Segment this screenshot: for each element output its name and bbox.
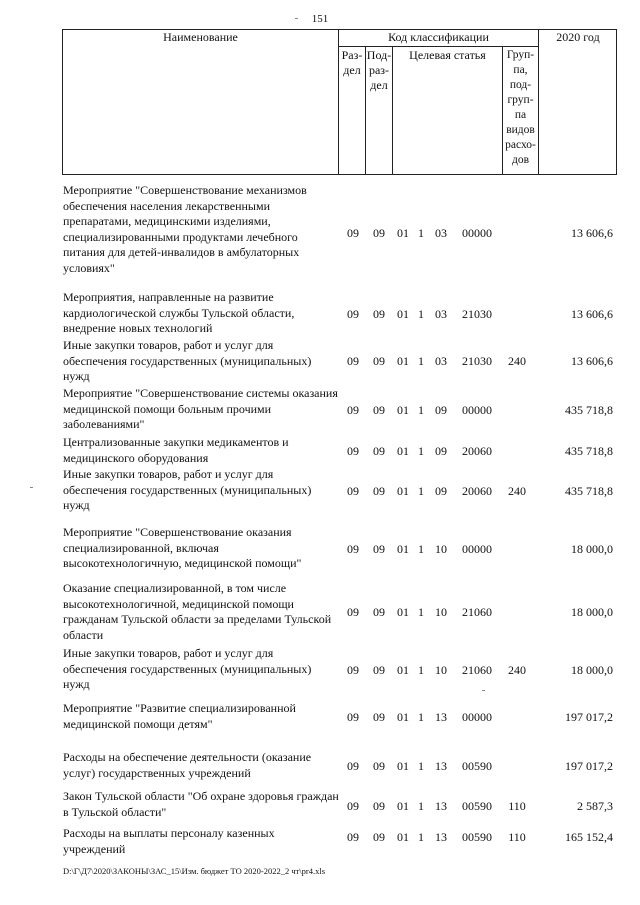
code-r: 09 (347, 663, 359, 677)
code-r: 09 (347, 226, 359, 240)
row-amount: 435 718,8 (565, 403, 613, 417)
code-r: 09 (347, 307, 359, 321)
code-t1: 01 (397, 354, 409, 368)
code-t4: 21030 (462, 307, 492, 321)
code-t1: 01 (397, 830, 409, 844)
file-path-footer: D:\Г\Д7\2020\ЗАКОНЫ\ЗАС_15\Изм. бюджет ТО 2020-2022_2 чт\pr4.xls (63, 866, 326, 876)
code-t3: 13 (435, 759, 447, 773)
code-g: 240 (508, 484, 526, 498)
code-t4: 00000 (462, 226, 492, 240)
header-group: Груп- па, под- груп- па видов расхо- дов (503, 47, 539, 175)
code-t4: 21060 (462, 663, 492, 677)
code-t1: 01 (397, 226, 409, 240)
row-name: Мероприятие "Развитие специализированной медицинской помощи детям" (63, 701, 296, 731)
code-r: 09 (347, 403, 359, 417)
row-amount: 435 718,8 (565, 444, 613, 458)
code-t3: 09 (435, 444, 447, 458)
row-name: Мероприятие "Совершенствование оказания специализированной, включая высокотехнологичную, медицинской помощи" (63, 525, 302, 570)
code-t3: 13 (435, 710, 447, 724)
code-t4: 00000 (462, 710, 492, 724)
code-t1: 01 (397, 542, 409, 556)
code-p: 09 (373, 403, 385, 417)
row-name: Иные закупки товаров, работ и услуг для обеспечения государственных (муниципальных) нужд (63, 338, 312, 383)
code-t4: 00590 (462, 799, 492, 813)
code-g: 110 (508, 799, 526, 813)
code-t2: 1 (418, 444, 424, 458)
row-amount: 13 606,6 (571, 307, 613, 321)
code-p: 09 (373, 542, 385, 556)
header-subsection: Под- раз- дел (366, 47, 393, 175)
code-t3: 09 (435, 403, 447, 417)
row-amount: 165 152,4 (565, 830, 613, 844)
code-t1: 01 (397, 759, 409, 773)
code-g: 110 (508, 830, 526, 844)
code-r: 09 (347, 830, 359, 844)
row-amount: 18 000,0 (571, 663, 613, 677)
row-name: Иные закупки товаров, работ и услуг для обеспечения государственных (муниципальных) нужд (63, 467, 312, 512)
row-amount: 13 606,6 (571, 354, 613, 368)
code-t2: 1 (418, 605, 424, 619)
scan-speck (30, 487, 33, 488)
code-t1: 01 (397, 710, 409, 724)
code-g: 240 (508, 663, 526, 677)
row-name: Иные закупки товаров, работ и услуг для обеспечения государственных (муниципальных) нужд (63, 646, 312, 691)
header-name: Наименование (63, 30, 339, 175)
code-t3: 13 (435, 830, 447, 844)
code-t2: 1 (418, 759, 424, 773)
code-r: 09 (347, 799, 359, 813)
code-t2: 1 (418, 354, 424, 368)
code-p: 09 (373, 484, 385, 498)
row-amount: 197 017,2 (565, 710, 613, 724)
header-target: Целевая статья (393, 47, 503, 175)
row-name: Мероприятие "Совершенствование системы оказания медицинской помощи больным прочими заболеваниями" (63, 386, 338, 431)
code-t1: 01 (397, 484, 409, 498)
code-t3: 03 (435, 307, 447, 321)
code-t4: 00000 (462, 542, 492, 556)
row-amount: 435 718,8 (565, 484, 613, 498)
code-p: 09 (373, 605, 385, 619)
row-name: Расходы на обеспечение деятельности (оказание услуг) государственных учреждений (63, 750, 312, 780)
code-r: 09 (347, 605, 359, 619)
code-t3: 10 (435, 542, 447, 556)
code-t2: 1 (418, 663, 424, 677)
code-t2: 1 (418, 710, 424, 724)
header-classification: Код классификации (339, 30, 539, 47)
code-r: 09 (347, 759, 359, 773)
row-amount: 13 606,6 (571, 226, 613, 240)
row-amount: 18 000,0 (571, 605, 613, 619)
code-p: 09 (373, 799, 385, 813)
code-t4: 21060 (462, 605, 492, 619)
code-t1: 01 (397, 403, 409, 417)
code-t1: 01 (397, 663, 409, 677)
code-t4: 20060 (462, 444, 492, 458)
code-t2: 1 (418, 403, 424, 417)
row-amount: 197 017,2 (565, 759, 613, 773)
code-t4: 00000 (462, 403, 492, 417)
code-p: 09 (373, 663, 385, 677)
code-t4: 00590 (462, 830, 492, 844)
page-number: 151 (311, 13, 329, 25)
code-t4: 00590 (462, 759, 492, 773)
code-t2: 1 (418, 830, 424, 844)
row-amount: 2 587,3 (577, 799, 613, 813)
code-t1: 01 (397, 605, 409, 619)
code-t2: 1 (418, 799, 424, 813)
scan-speck (482, 690, 485, 691)
code-r: 09 (347, 354, 359, 368)
row-name: Закон Тульской области "Об охране здоровья граждан в Тульской области" (63, 789, 339, 819)
row-name: Мероприятие "Совершенствование механизмов обеспечения населения лекарственными препаратами, медицинскими изделиями, специализированными продуктами лечебного питания для детей-инвалидов в амбулаторных условиях" (63, 183, 307, 275)
code-t3: 10 (435, 663, 447, 677)
code-p: 09 (373, 226, 385, 240)
code-p: 09 (373, 830, 385, 844)
code-p: 09 (373, 444, 385, 458)
code-t2: 1 (418, 542, 424, 556)
scan-speck (295, 18, 298, 19)
code-r: 09 (347, 444, 359, 458)
code-p: 09 (373, 710, 385, 724)
code-t3: 10 (435, 605, 447, 619)
code-t1: 01 (397, 444, 409, 458)
code-t1: 01 (397, 307, 409, 321)
code-t2: 1 (418, 484, 424, 498)
code-t3: 03 (435, 226, 447, 240)
row-name: Мероприятия, направленные на развитие кардиологической службы Тульской области, внедрение новых технологий (63, 290, 295, 335)
header-section: Раз- дел (339, 47, 366, 175)
code-t3: 09 (435, 484, 447, 498)
code-p: 09 (373, 759, 385, 773)
code-r: 09 (347, 710, 359, 724)
code-t1: 01 (397, 799, 409, 813)
header-year: 2020 год (556, 30, 600, 44)
code-g: 240 (508, 354, 526, 368)
code-p: 09 (373, 354, 385, 368)
code-t4: 21030 (462, 354, 492, 368)
code-t4: 20060 (462, 484, 492, 498)
code-r: 09 (347, 542, 359, 556)
row-name: Централизованные закупки медикаментов и медицинского оборудования (63, 435, 289, 465)
code-r: 09 (347, 484, 359, 498)
code-p: 09 (373, 307, 385, 321)
row-amount: 18 000,0 (571, 542, 613, 556)
row-name: Расходы на выплаты персоналу казенных учреждений (63, 826, 275, 856)
code-t3: 03 (435, 354, 447, 368)
code-t2: 1 (418, 226, 424, 240)
code-t2: 1 (418, 307, 424, 321)
code-t3: 13 (435, 799, 447, 813)
row-name: Оказание специализированной, в том числе высокотехнологичной, медицинской помощи гражданам Тульской области за пределами Тульской области (63, 581, 332, 642)
